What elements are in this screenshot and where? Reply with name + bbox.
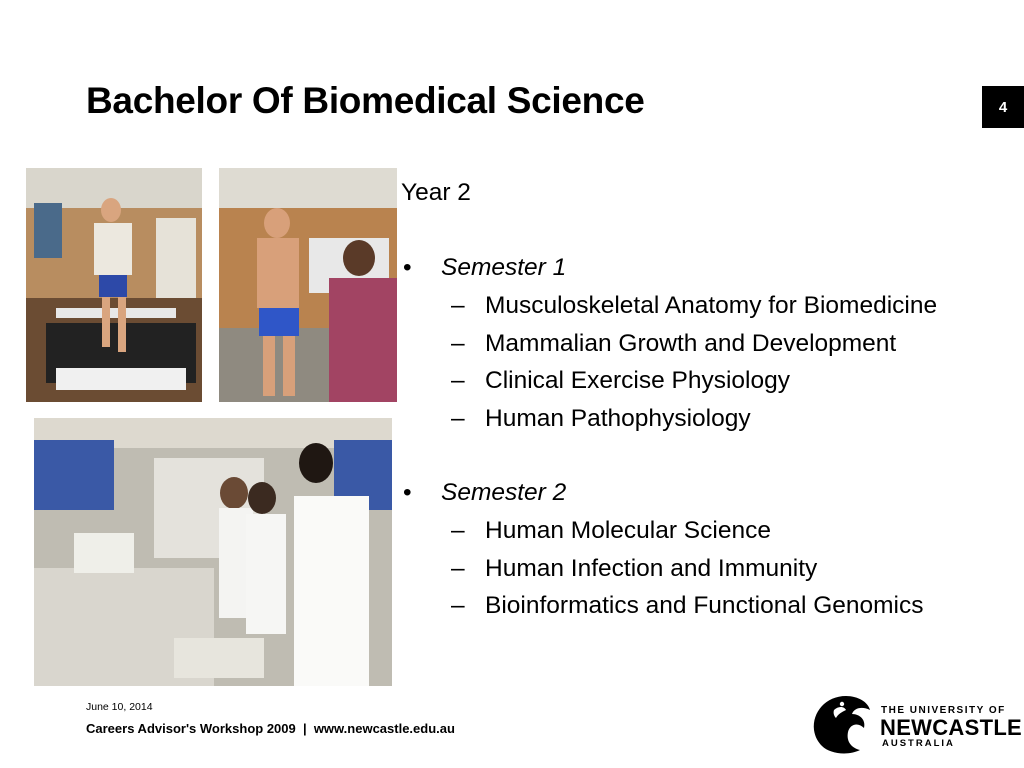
list-item (401, 554, 1016, 584)
list-item (401, 404, 1016, 434)
exercise-test-photo (219, 168, 397, 402)
course-name: Human Molecular Science (485, 517, 771, 544)
list-item (401, 516, 1016, 546)
dash-icon: – (451, 554, 465, 582)
logo-line-1: THE UNIVERSITY OF (881, 705, 1006, 716)
course-name: Human Pathophysiology (485, 404, 751, 432)
year-heading: Year 2 (401, 179, 471, 206)
semester-1-heading (401, 253, 1016, 283)
semester-2-heading (401, 478, 1016, 508)
course-content (401, 178, 1016, 629)
list-item (401, 329, 1016, 359)
slide-title: Bachelor Of Biomedical Science (86, 80, 645, 121)
dash-icon: – (451, 292, 465, 319)
semester-label: Semester 2 (441, 479, 567, 506)
seahorse-crest-icon (808, 690, 876, 758)
course-name: Clinical Exercise Physiology (485, 367, 791, 394)
logo-line-3: AUSTRALIA (882, 738, 955, 749)
dash-icon: – (451, 517, 465, 544)
page-number-badge: 4 (982, 86, 1024, 128)
dash-icon: – (451, 367, 465, 394)
bullet-icon: • (403, 254, 412, 281)
university-logo (808, 690, 1023, 758)
list-item (401, 291, 1016, 321)
bullet-icon: • (403, 479, 412, 506)
dash-icon: – (451, 592, 465, 619)
course-name: Musculoskeletal Anatomy for Biomedicine (485, 292, 938, 319)
footer-text: Careers Advisor's Workshop 2009 | www.newcastle.edu.au (86, 721, 455, 736)
semester-label: Semester 1 (441, 254, 567, 281)
treadmill-photo (26, 168, 202, 402)
dash-icon: – (451, 329, 465, 357)
course-name: Human Infection and Immunity (485, 554, 818, 582)
list-item (401, 591, 1016, 621)
list-item (401, 366, 1016, 396)
logo-line-2: NEWCASTLE (880, 715, 1023, 740)
course-name: Bioinformatics and Functional Genomics (485, 592, 924, 619)
footer-date: June 10, 2014 (86, 701, 153, 713)
dash-icon: – (451, 404, 465, 432)
course-name: Mammalian Growth and Development (485, 329, 897, 357)
laboratory-photo (34, 418, 392, 686)
